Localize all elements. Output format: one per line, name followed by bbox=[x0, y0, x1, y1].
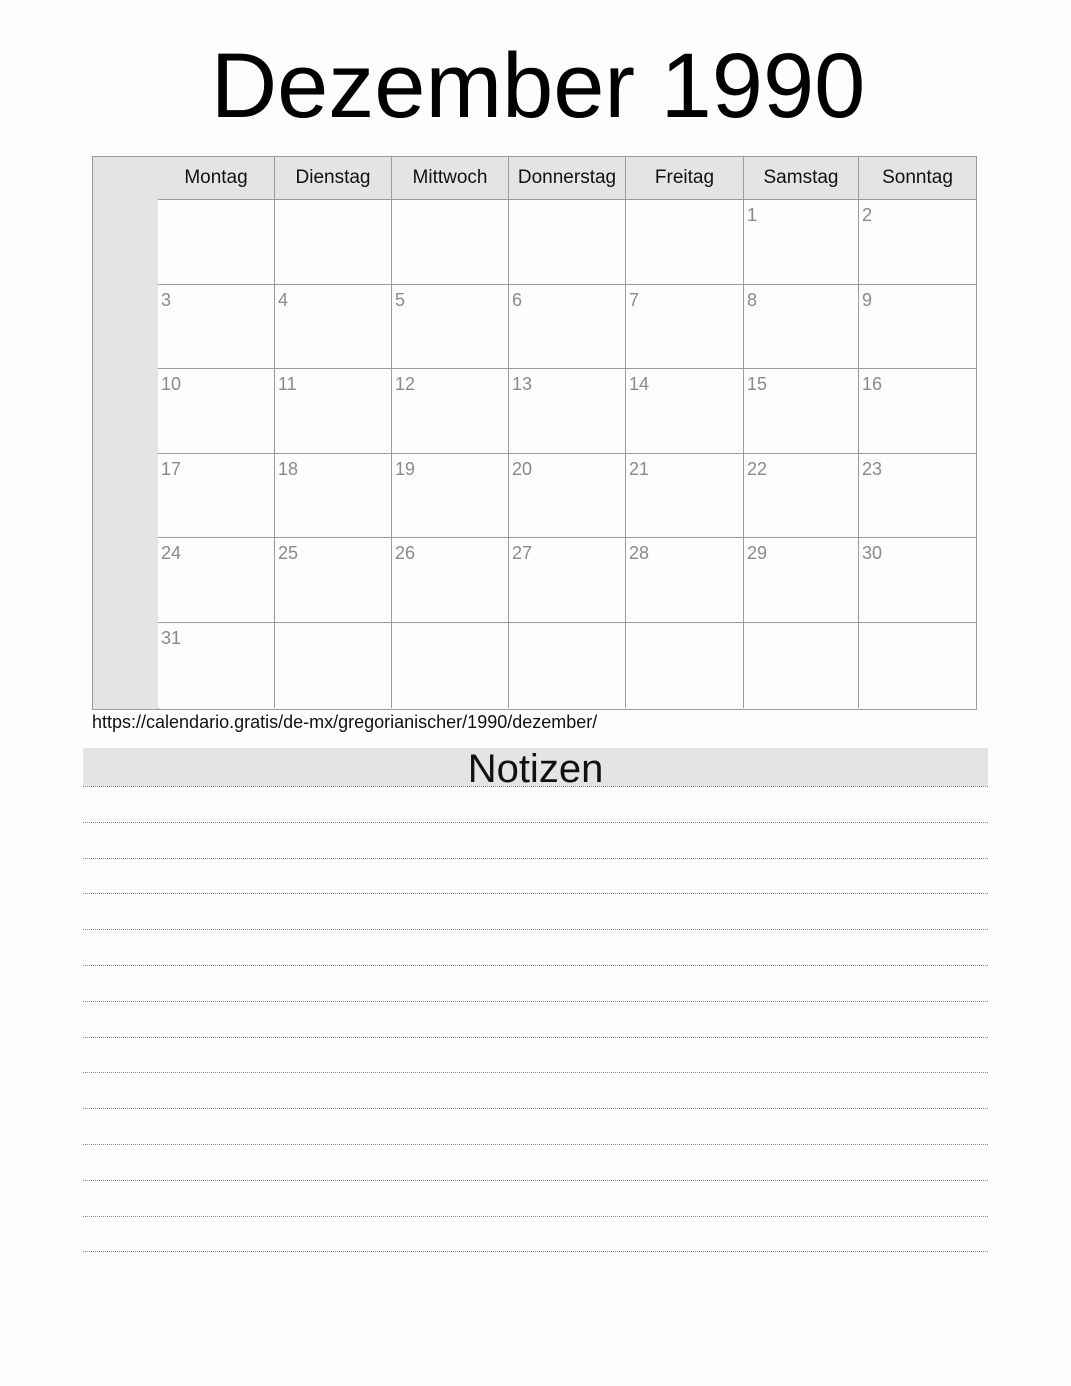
day-cell bbox=[275, 285, 392, 369]
day-cell bbox=[392, 454, 509, 538]
day-number: 5 bbox=[395, 290, 406, 310]
day-number: 23 bbox=[862, 459, 883, 479]
weekday-header-mittwoch: Mittwoch bbox=[392, 157, 509, 200]
day-number: 2 bbox=[862, 205, 873, 225]
note-line bbox=[83, 822, 988, 823]
note-line bbox=[83, 1001, 988, 1002]
day-number: 10 bbox=[161, 374, 182, 394]
day-cell bbox=[158, 454, 275, 538]
day-number: 31 bbox=[161, 628, 182, 648]
day-number: 26 bbox=[395, 543, 416, 563]
day-cell bbox=[626, 538, 744, 623]
day-cell bbox=[626, 200, 744, 285]
note-line bbox=[83, 1216, 988, 1217]
day-cell bbox=[626, 285, 744, 369]
note-line bbox=[83, 1108, 988, 1109]
day-number: 15 bbox=[747, 374, 768, 394]
day-cell bbox=[275, 369, 392, 454]
day-cell bbox=[859, 623, 976, 708]
day-cell bbox=[744, 623, 859, 708]
day-cell bbox=[626, 454, 744, 538]
day-cell bbox=[158, 285, 275, 369]
week-number-column bbox=[93, 157, 159, 709]
day-cell bbox=[392, 538, 509, 623]
day-cell bbox=[275, 538, 392, 623]
note-line bbox=[83, 1144, 988, 1145]
day-cell bbox=[859, 200, 976, 285]
day-number: 7 bbox=[629, 290, 640, 310]
day-cell bbox=[509, 454, 626, 538]
day-cell bbox=[392, 623, 509, 708]
day-cell bbox=[392, 200, 509, 285]
weekday-header-montag: Montag bbox=[158, 157, 275, 200]
weekday-header-donnerstag: Donnerstag bbox=[509, 157, 626, 200]
day-number: 22 bbox=[747, 459, 768, 479]
day-cell bbox=[859, 369, 976, 454]
day-number: 12 bbox=[395, 374, 416, 394]
note-line bbox=[83, 1072, 988, 1073]
day-number: 13 bbox=[512, 374, 533, 394]
day-cell bbox=[275, 623, 392, 708]
day-cell bbox=[392, 285, 509, 369]
day-cell bbox=[859, 285, 976, 369]
day-number: 3 bbox=[161, 290, 172, 310]
day-number: 21 bbox=[629, 459, 650, 479]
day-cell bbox=[158, 538, 275, 623]
day-number: 17 bbox=[161, 459, 182, 479]
day-cell bbox=[744, 454, 859, 538]
day-number: 11 bbox=[278, 374, 297, 394]
day-number: 8 bbox=[747, 290, 758, 310]
day-number: 25 bbox=[278, 543, 299, 563]
note-line bbox=[83, 893, 988, 894]
weekday-header-sonntag: Sonntag bbox=[859, 157, 976, 200]
calendar-table bbox=[92, 156, 977, 710]
day-number: 16 bbox=[862, 374, 883, 394]
page-title: Dezember 1990 bbox=[210, 35, 866, 137]
day-cell bbox=[509, 200, 626, 285]
note-line bbox=[83, 1037, 988, 1038]
day-number: 14 bbox=[629, 374, 650, 394]
day-cell bbox=[626, 623, 744, 708]
day-number: 4 bbox=[278, 290, 289, 310]
day-number: 29 bbox=[747, 543, 768, 563]
weekday-header-freitag: Freitag bbox=[626, 157, 744, 200]
day-cell bbox=[744, 285, 859, 369]
day-cell bbox=[744, 538, 859, 623]
day-cell bbox=[509, 623, 626, 708]
day-cell bbox=[626, 369, 744, 454]
day-number: 28 bbox=[629, 543, 650, 563]
day-number: 19 bbox=[395, 459, 416, 479]
note-line bbox=[83, 1180, 988, 1181]
day-number: 24 bbox=[161, 543, 182, 563]
day-cell bbox=[509, 369, 626, 454]
day-cell bbox=[275, 200, 392, 285]
note-line bbox=[83, 1251, 988, 1252]
day-cell bbox=[158, 369, 275, 454]
note-line bbox=[83, 786, 988, 787]
day-cell bbox=[509, 285, 626, 369]
day-cell bbox=[744, 200, 859, 285]
day-cell bbox=[859, 454, 976, 538]
day-number: 9 bbox=[862, 290, 873, 310]
note-line bbox=[83, 858, 988, 859]
weekday-header-samstag: Samstag bbox=[744, 157, 859, 200]
day-cell bbox=[275, 454, 392, 538]
day-number: 18 bbox=[278, 459, 299, 479]
day-cell bbox=[158, 623, 275, 708]
day-number: 27 bbox=[512, 543, 533, 563]
source-url: https://calendario.gratis/de-mx/gregorianischer/1990/dezember/ bbox=[92, 712, 598, 732]
day-cell bbox=[158, 200, 275, 285]
day-number: 30 bbox=[862, 543, 883, 563]
notes-heading: Notizen bbox=[83, 748, 988, 786]
calendar-grid bbox=[158, 157, 976, 709]
day-number: 6 bbox=[512, 290, 523, 310]
note-line bbox=[83, 965, 988, 966]
day-cell bbox=[392, 369, 509, 454]
day-cell bbox=[859, 538, 976, 623]
day-cell bbox=[744, 369, 859, 454]
weekday-header-dienstag: Dienstag bbox=[275, 157, 392, 200]
note-line bbox=[83, 929, 988, 930]
day-number: 1 bbox=[747, 205, 758, 225]
day-cell bbox=[509, 538, 626, 623]
day-number: 20 bbox=[512, 459, 533, 479]
